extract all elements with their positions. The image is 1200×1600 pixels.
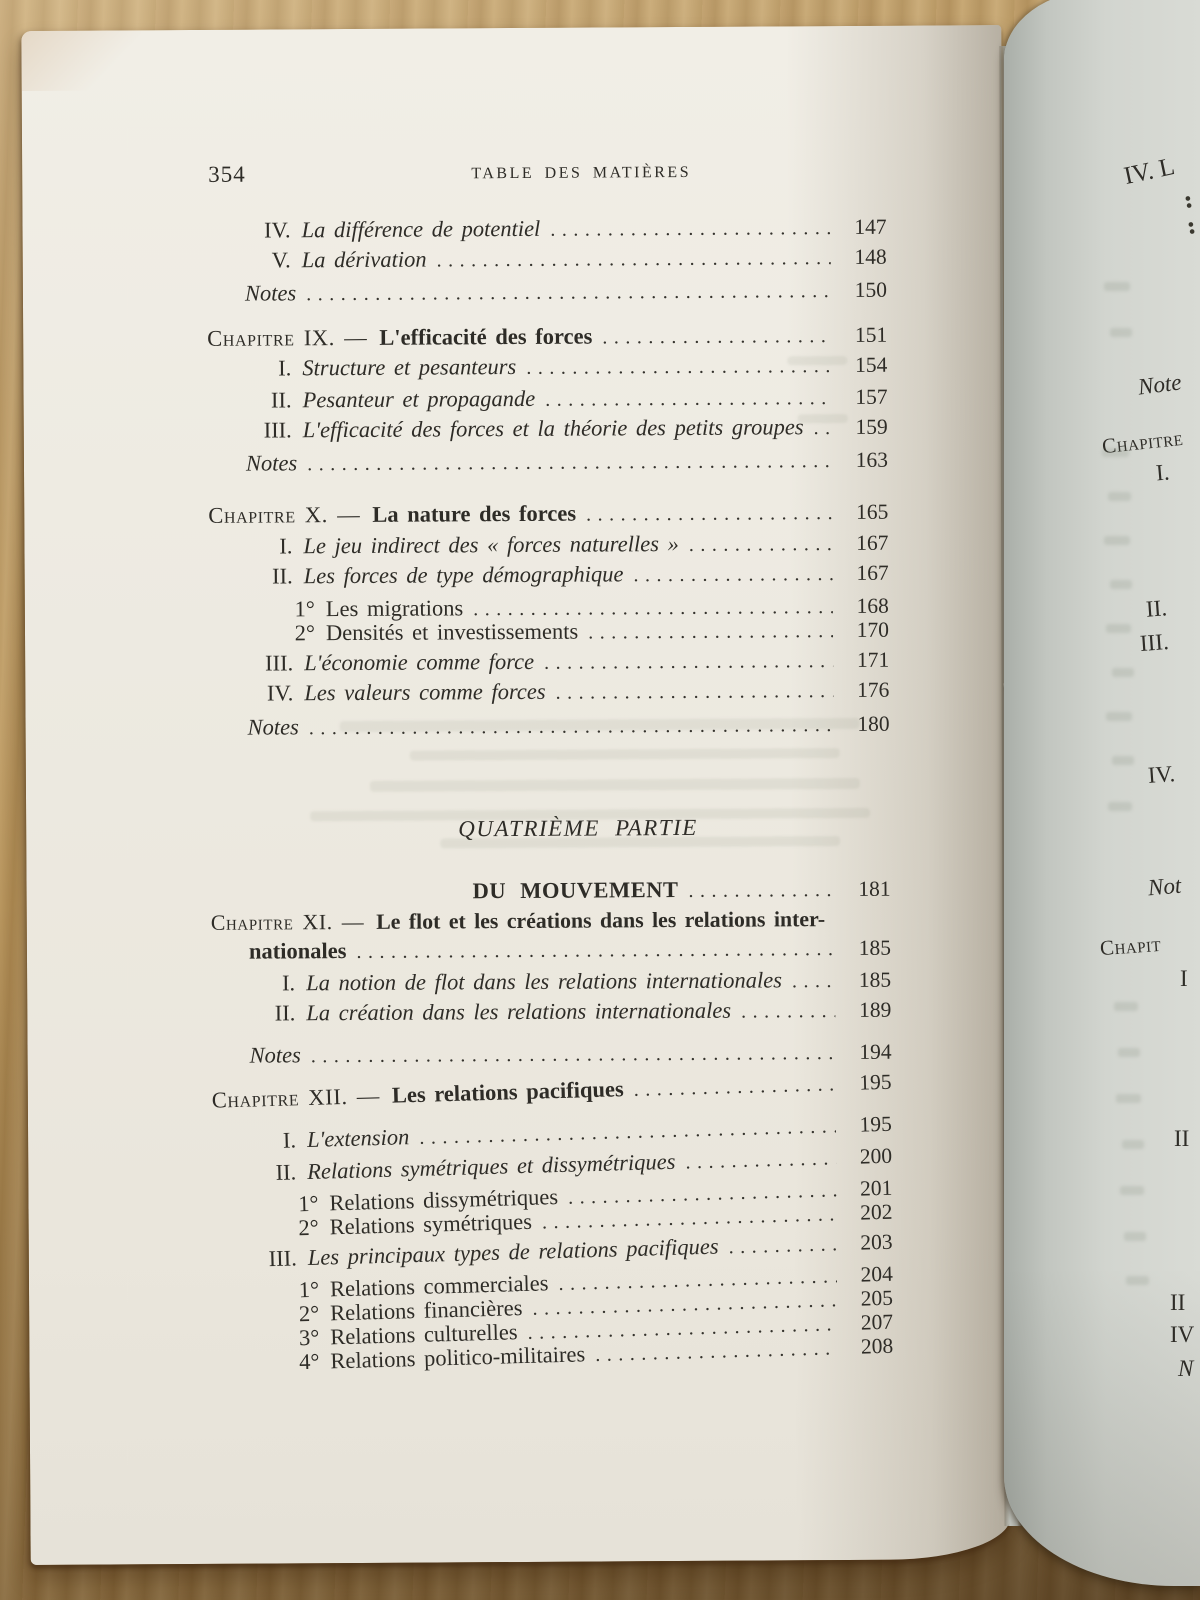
entry-label: La création dans les relations internationales xyxy=(306,997,732,1026)
entry-ordinal: 2° xyxy=(294,620,316,646)
entry-label: Relations symétriques et dissymétriques xyxy=(306,1148,676,1185)
page-number: 167 xyxy=(856,560,889,585)
page-number: 207 xyxy=(860,1309,894,1335)
entry-numeral: II. xyxy=(271,563,293,589)
dot-leader-fragment xyxy=(1188,222,1195,235)
toc-chapter-entry xyxy=(187,322,887,356)
dot-leader xyxy=(542,1203,837,1234)
facing-page-text-fragment: N xyxy=(1178,1356,1194,1381)
entry-ordinal: 3° xyxy=(298,1324,320,1351)
toc-entry xyxy=(188,530,888,564)
entry-label: L'extension xyxy=(306,1124,410,1153)
entry-label: La notion de flot dans les relations internationales xyxy=(306,967,783,996)
show-through-smudge xyxy=(1108,492,1131,501)
entry-label: Les valeurs comme forces xyxy=(304,678,546,706)
toc-notes-entry xyxy=(192,1039,892,1073)
facing-page-text-fragment: Not xyxy=(1146,872,1183,901)
toc-entry xyxy=(187,244,887,278)
page-number: 150 xyxy=(854,277,887,302)
entry-label: Les forces de type démographique xyxy=(303,561,624,589)
page-number: 185 xyxy=(858,935,892,960)
ink-bleed-ghost xyxy=(787,356,847,365)
dot-leader xyxy=(685,1147,836,1174)
page-number: 147 xyxy=(854,214,887,239)
page-number: 151 xyxy=(854,322,888,347)
toc-sub-entry xyxy=(189,593,889,621)
entry-numeral: I. xyxy=(282,1127,297,1153)
show-through-smudge xyxy=(1102,448,1129,457)
page-number: 159 xyxy=(855,414,888,439)
chapter-title: La nature des forces xyxy=(372,500,577,527)
show-through-smudge xyxy=(1106,712,1132,721)
dot-leader xyxy=(550,217,830,242)
entry-numeral: III. xyxy=(265,650,294,676)
show-through-smudge xyxy=(1112,668,1134,677)
entry-label: Structure et pesanteurs xyxy=(302,353,517,381)
chapter-title-continued: nationales xyxy=(248,938,347,964)
entry-label: Pesanteur et propagande xyxy=(302,385,536,413)
facing-page-text-fragment: IV. L xyxy=(1121,153,1178,191)
show-through-smudge xyxy=(1124,1232,1146,1241)
entry-numeral: II. xyxy=(270,387,292,413)
toc-entry xyxy=(189,677,889,711)
facing-page-text-fragment: IV. xyxy=(1147,761,1176,788)
entry-label: Relations culturelles xyxy=(329,1319,518,1350)
dot-leader xyxy=(792,970,835,993)
dot-leader xyxy=(545,387,831,412)
toc-entry xyxy=(189,647,889,681)
page-number: 204 xyxy=(860,1261,894,1287)
page-number: 181 xyxy=(858,876,891,901)
chapter-prefix: Chapitre IX. — xyxy=(207,324,368,351)
facing-page-text-fragment: Chapitre xyxy=(1100,425,1185,459)
entry-ordinal: 1° xyxy=(294,596,315,622)
toc-chapter-entry xyxy=(191,1069,892,1119)
entry-ordinal: 2° xyxy=(298,1214,319,1241)
page-number: 148 xyxy=(854,244,887,269)
dot-leader xyxy=(586,502,832,527)
dot-leader xyxy=(437,247,831,272)
chapter-prefix: Chapitre XII. — xyxy=(211,1082,381,1113)
show-through-smudge xyxy=(1104,282,1130,291)
ink-bleed-ghost xyxy=(798,414,848,423)
show-through-smudge xyxy=(1114,1002,1138,1011)
facing-page-text-fragment: II xyxy=(1174,1126,1190,1151)
toc-entry xyxy=(188,384,888,418)
entry-numeral: II. xyxy=(274,1000,296,1026)
toc-sub-entry xyxy=(189,617,889,645)
show-through-smudge xyxy=(1110,580,1132,589)
dot-leader xyxy=(689,533,833,557)
toc-chapter-continuation xyxy=(191,935,891,969)
toc-chapter-entry xyxy=(188,499,888,533)
page-number: 202 xyxy=(859,1199,893,1225)
part-heading: QUATRIÈME PARTIE xyxy=(458,814,698,842)
entry-label: La différence de potentiel xyxy=(301,215,541,243)
left-book-page xyxy=(21,25,1010,1565)
page-number: 194 xyxy=(859,1039,892,1064)
folio-page-number: 354 xyxy=(208,161,246,187)
entry-numeral: III. xyxy=(263,417,292,443)
toc-entry xyxy=(187,352,887,386)
dot-leader xyxy=(356,938,835,964)
page-number: 205 xyxy=(860,1285,894,1311)
dot-leader xyxy=(688,879,834,903)
page-number: 157 xyxy=(855,384,888,409)
show-through-smudge xyxy=(1126,1276,1149,1285)
facing-page-text-fragment: I. xyxy=(1154,459,1171,486)
entry-numeral: IV. xyxy=(266,680,294,706)
facing-page-text-fragment: I xyxy=(1180,966,1188,991)
page-number: 168 xyxy=(856,593,889,618)
toc-entry xyxy=(189,560,889,594)
page-number: 170 xyxy=(856,617,890,642)
show-through-smudge xyxy=(1120,1186,1144,1195)
entry-numeral: V. xyxy=(271,247,291,273)
entry-numeral: I. xyxy=(278,355,292,381)
dot-leader xyxy=(556,680,834,705)
show-through-smudge xyxy=(1122,1140,1144,1149)
running-title: TABLE DES MATIÈRES xyxy=(471,163,692,183)
toc-entry xyxy=(188,414,888,448)
page-number: 201 xyxy=(859,1175,893,1201)
entry-label: Densités et investissements xyxy=(325,618,579,646)
entry-label: La dérivation xyxy=(301,246,427,273)
toc-entry xyxy=(191,997,891,1031)
dot-leader xyxy=(526,355,831,380)
page-number: 189 xyxy=(858,997,892,1022)
toc-chapter-entry xyxy=(191,907,891,939)
page-number: 200 xyxy=(859,1143,893,1169)
entry-label: Relations dissymétriques xyxy=(329,1184,559,1216)
page-number: 163 xyxy=(855,447,889,472)
entry-numeral: II. xyxy=(275,1159,297,1185)
dot-leader xyxy=(588,620,833,644)
entry-numeral: I. xyxy=(281,970,296,996)
entry-label: Notes xyxy=(244,280,297,306)
page-number: 165 xyxy=(855,499,889,524)
entry-label: Notes xyxy=(249,1042,301,1068)
entry-label: Le jeu indirect des « forces naturelles » xyxy=(303,531,679,559)
entry-ordinal: 4° xyxy=(298,1348,320,1375)
chapter-prefix: Chapitre X. — xyxy=(208,501,361,528)
chapter-title: L'efficacité des forces xyxy=(379,323,593,350)
entry-ordinal: 1° xyxy=(297,1190,319,1217)
ink-bleed-ghost xyxy=(410,748,840,761)
entry-label: L'efficacité des forces et la théorie des petits groupes xyxy=(302,414,804,443)
page-number: 180 xyxy=(857,711,890,736)
entry-label: Relations symétriques xyxy=(329,1208,533,1240)
chapter-title: Le flot et les créations dans les relations inter- xyxy=(376,907,826,934)
page-number: 195 xyxy=(858,1069,892,1095)
entry-label: Notes xyxy=(247,714,299,740)
entry-ordinal: 1° xyxy=(298,1276,320,1303)
chapter-prefix: Chapitre XI. — xyxy=(210,909,365,935)
dot-leader xyxy=(728,1233,837,1259)
page-number: 154 xyxy=(855,352,888,377)
page-header xyxy=(186,156,886,194)
facing-page-text-fragment: III. xyxy=(1139,629,1170,656)
entry-label: Relations politico-militaires xyxy=(330,1341,586,1374)
toc-notes-entry xyxy=(188,447,888,481)
dot-leader xyxy=(473,596,833,621)
dot-leader xyxy=(311,1042,836,1068)
entry-label: Relations financières xyxy=(329,1295,523,1326)
dot-leader xyxy=(419,1115,836,1150)
page-number: 203 xyxy=(859,1229,893,1255)
toc-content xyxy=(186,156,893,1376)
page-number: 185 xyxy=(858,967,892,992)
show-through-smudge xyxy=(1108,802,1132,811)
dot-leader xyxy=(741,1000,835,1024)
show-through-smudge xyxy=(1112,756,1134,765)
facing-page-text-fragment: IV xyxy=(1170,1322,1195,1347)
toc-entry xyxy=(186,214,886,248)
dot-leader xyxy=(602,325,831,349)
page-number: 195 xyxy=(859,1111,893,1137)
page-number: 167 xyxy=(856,530,889,555)
part-title-label: DU MOUVEMENT xyxy=(472,877,679,904)
ink-bleed-ghost xyxy=(440,836,840,848)
dot-leader xyxy=(595,1337,838,1367)
page-number: 208 xyxy=(860,1333,894,1359)
toc-notes-entry xyxy=(187,277,887,311)
dot-leader xyxy=(307,450,832,476)
dot-leader xyxy=(633,1073,836,1102)
show-through-smudge xyxy=(1118,1048,1140,1057)
facing-page-text-fragment: Note xyxy=(1136,369,1183,400)
entry-numeral: IV. xyxy=(263,217,291,243)
right-book-page xyxy=(1004,0,1200,1586)
entry-numeral: I. xyxy=(279,533,293,559)
entry-numeral: III. xyxy=(268,1245,298,1272)
facing-page-text-fragment: Chapit xyxy=(1099,931,1162,961)
dot-leader xyxy=(306,280,831,306)
part-title-entry xyxy=(191,876,891,910)
dot-leader-fragment xyxy=(1185,196,1192,209)
entry-label: Les migrations xyxy=(325,595,464,622)
chapter-title: Les relations pacifiques xyxy=(391,1076,625,1108)
show-through-smudge xyxy=(1116,1094,1141,1103)
show-through-smudge xyxy=(1104,536,1130,545)
toc-entry xyxy=(191,967,891,1001)
ink-bleed-ghost xyxy=(370,778,860,792)
page-number: 176 xyxy=(857,677,890,702)
entry-label: Les principaux types de relations pacifiques xyxy=(307,1233,719,1271)
show-through-smudge xyxy=(1106,624,1131,633)
facing-page-text-fragment: II. xyxy=(1145,595,1168,622)
entry-label: Relations commerciales xyxy=(329,1270,549,1302)
entry-label: L'économie comme force xyxy=(304,648,535,676)
entry-label: Notes xyxy=(245,450,298,476)
dot-leader xyxy=(633,563,832,587)
page-number: 171 xyxy=(856,647,890,672)
facing-page-text-fragment: II xyxy=(1170,1290,1186,1315)
dot-leader xyxy=(544,650,833,675)
entry-ordinal: 2° xyxy=(298,1300,320,1327)
show-through-smudge xyxy=(1110,328,1132,337)
